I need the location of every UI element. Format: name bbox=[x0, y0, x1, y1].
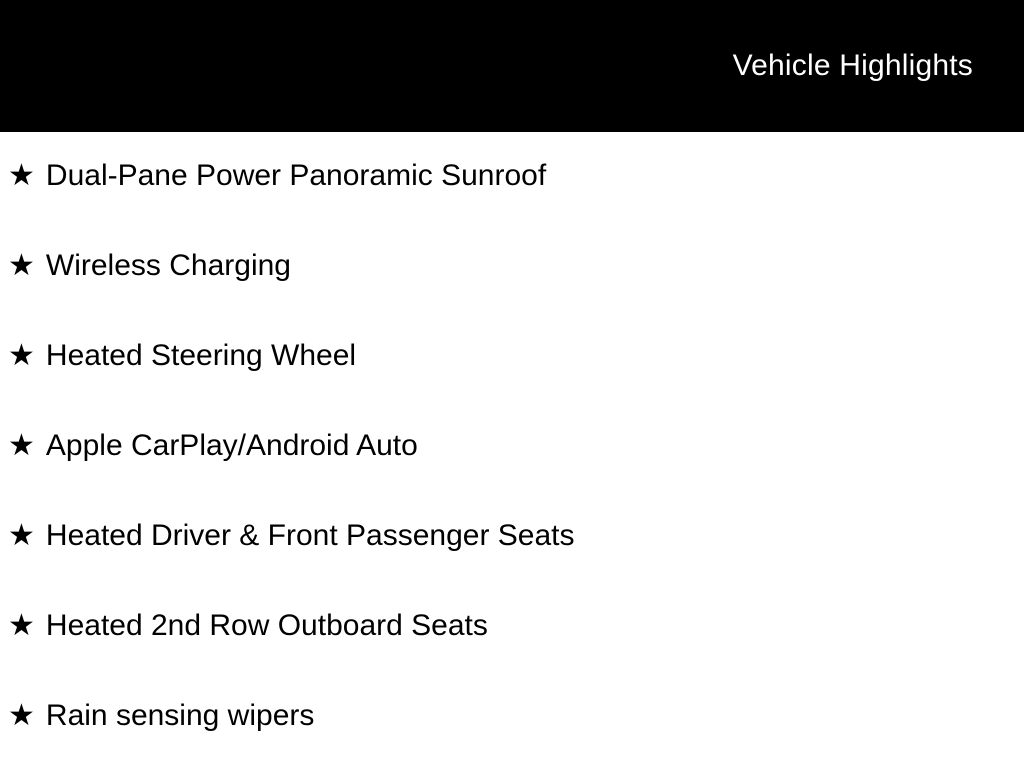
star-icon: ★ bbox=[8, 429, 35, 462]
list-item-label: Apple CarPlay/Android Auto bbox=[45, 429, 418, 462]
star-icon: ★ bbox=[8, 339, 35, 372]
list-item-label: Heated 2nd Row Outboard Seats bbox=[45, 609, 488, 642]
list-item-label: Heated Steering Wheel bbox=[45, 339, 357, 372]
list-item bbox=[8, 701, 1024, 768]
list-item-label: Dual-Pane Power Panoramic Sunroof bbox=[45, 159, 547, 192]
list-item bbox=[8, 251, 1024, 341]
list-item bbox=[8, 431, 1024, 521]
header-bar bbox=[0, 0, 1024, 132]
page-title: Vehicle Highlights bbox=[732, 48, 973, 82]
list-item bbox=[8, 521, 1024, 611]
star-icon: ★ bbox=[8, 159, 35, 192]
star-icon: ★ bbox=[8, 519, 35, 552]
list-item-label: Rain sensing wipers bbox=[45, 699, 315, 732]
star-icon: ★ bbox=[8, 699, 35, 732]
list-item-label: Heated Driver & Front Passenger Seats bbox=[45, 519, 575, 552]
list-item bbox=[8, 341, 1024, 431]
list-item bbox=[8, 611, 1024, 701]
list-item-label: Wireless Charging bbox=[45, 249, 291, 282]
star-icon: ★ bbox=[8, 249, 35, 282]
star-icon: ★ bbox=[8, 609, 35, 642]
highlights-list bbox=[0, 132, 1024, 768]
list-item bbox=[8, 161, 1024, 251]
